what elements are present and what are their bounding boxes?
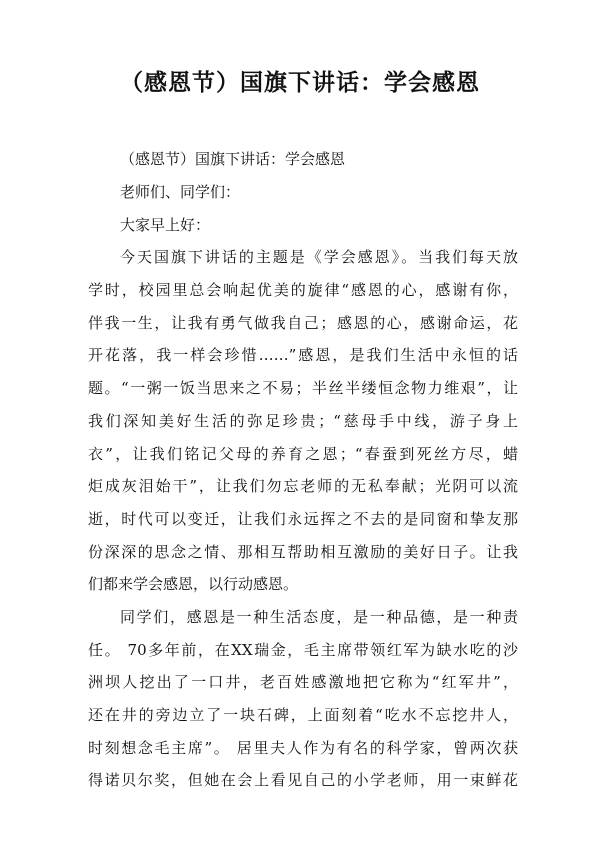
paragraph-1-line: 学时，校园里总会响起优美的旋律“感恩的心，感谢有你，	[88, 281, 518, 299]
paragraph-1-line: 今天国旗下讲话的主题是《学会感恩》。当我们每天放	[120, 248, 518, 266]
paragraph-2-line: 还在井的旁边立了一块石碑，上面刻着“吃水不忘挖井人，	[88, 706, 518, 724]
paragraph-1-line: 份深深的思念之情、那相互帮助相互激励的美好日子。让我	[88, 543, 518, 561]
salutation-line: 老师们、同学们：	[120, 183, 241, 201]
greeting-line: 大家早上好：	[120, 216, 211, 234]
paragraph-1-line: 开花落，我一样会珍惜……”感恩，是我们生活中永恒的话	[88, 346, 518, 364]
paragraph-1-line: 衣”，让我们铭记父母的养育之恩；“春蚕到死丝方尽，蜡	[88, 445, 518, 463]
paragraph-1-line: 题。“一粥一饭当思来之不易；半丝半缕恒念物力维艰”，让	[88, 379, 518, 397]
paragraph-1-line: 伴我一生，让我有勇气做我自己；感恩的心，感谢命运，花	[88, 314, 518, 332]
paragraph-2-line: 同学们，感恩是一种生活态度，是一种品德，是一种责	[120, 608, 518, 626]
document-title: （感恩节）国旗下讲话：学会感恩	[120, 69, 480, 96]
paragraph-2-line: 得诺贝尔奖，但她在会上看见自己的小学老师，用一束鲜花	[88, 771, 518, 789]
paragraph-1-line: 我们深知美好生活的弥足珍贵；“慈母手中线，游子身上	[88, 412, 518, 430]
paragraph-1-line: 们都来学会感恩，以行动感恩。	[88, 575, 299, 593]
paragraph-1-line: 炬成灰泪始干”，让我们勿忘老师的无私奉献；光阴可以流	[88, 477, 518, 495]
paragraph-2-line: 洲坝人挖出了一口井，老百姓感激地把它称为“红军井”，	[88, 673, 518, 691]
paragraph-1-line: 逝，时代可以变迁，让我们永远挥之不去的是同窗和挚友那	[88, 510, 518, 528]
paragraph-2-line: 任。 70多年前，在XX瑞金，毛主席带领红军为缺水吃的沙	[88, 641, 518, 659]
paragraph-2-line: 时刻想念毛主席”。 居里夫人作为有名的科学家，曾两次获	[88, 739, 518, 757]
document-subtitle-line: （感恩节）国旗下讲话：学会感恩	[120, 150, 346, 168]
